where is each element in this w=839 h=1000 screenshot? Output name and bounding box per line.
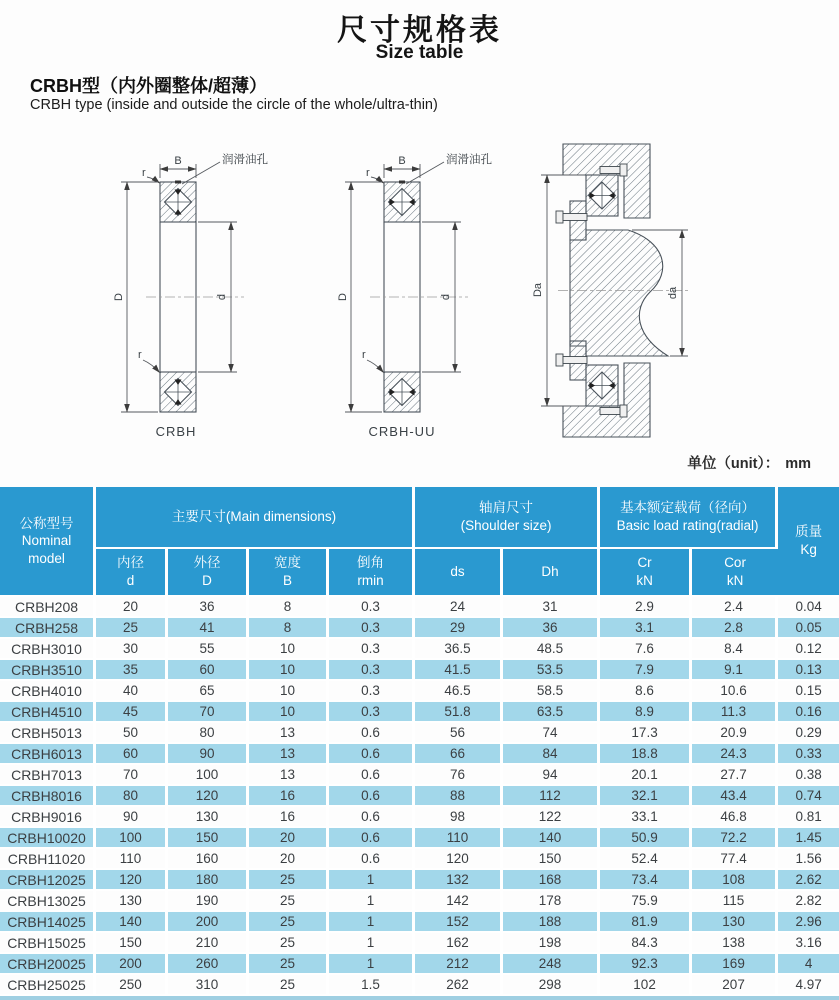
value-cell: 10 xyxy=(249,702,329,723)
value-cell: 63.5 xyxy=(503,702,600,723)
value-cell: 65 xyxy=(168,681,249,702)
col-header-mass: 质量 Kg xyxy=(778,487,839,597)
model-cell: CRBH5013 xyxy=(0,723,96,744)
value-cell: 8 xyxy=(249,597,329,618)
value-cell: 55 xyxy=(168,639,249,660)
dim-label-r-top: r xyxy=(142,167,146,179)
value-cell: 142 xyxy=(415,891,503,912)
value-cell: 0.3 xyxy=(329,639,415,660)
value-cell: 32.1 xyxy=(600,786,692,807)
value-cell: 70 xyxy=(168,702,249,723)
model-cell: CRBH20025 xyxy=(0,954,96,975)
value-cell: 56 xyxy=(415,723,503,744)
value-cell: 198 xyxy=(503,933,600,954)
value-cell: 130 xyxy=(96,891,168,912)
value-cell: 150 xyxy=(96,933,168,954)
value-cell: 100 xyxy=(168,765,249,786)
dim-label-da: da xyxy=(667,286,679,300)
value-cell: 8 xyxy=(249,618,329,639)
size-table-container xyxy=(0,487,839,996)
value-cell: 30 xyxy=(96,639,168,660)
oil-hole-label: 润滑油孔 xyxy=(446,154,492,166)
value-cell: 1 xyxy=(329,891,415,912)
size-table xyxy=(0,487,839,996)
table-row xyxy=(0,597,839,618)
value-cell: 0.12 xyxy=(778,639,839,660)
value-cell: 50.9 xyxy=(600,828,692,849)
value-cell: 73.4 xyxy=(600,870,692,891)
value-cell: 120 xyxy=(168,786,249,807)
value-cell: 7.6 xyxy=(600,639,692,660)
value-cell: 50 xyxy=(96,723,168,744)
section-heading-en: CRBH type (inside and outside the circle of the whole/ultra-thin) xyxy=(30,97,438,113)
dim-label-D: D xyxy=(113,293,125,301)
value-cell: 260 xyxy=(168,954,249,975)
value-cell: 102 xyxy=(600,975,692,996)
value-cell: 0.3 xyxy=(329,702,415,723)
model-cell: CRBH12025 xyxy=(0,870,96,891)
page-title-en: Size table xyxy=(375,42,464,63)
value-cell: 41 xyxy=(168,618,249,639)
value-cell: 2.82 xyxy=(778,891,839,912)
value-cell: 43.4 xyxy=(692,786,778,807)
model-cell: CRBH3510 xyxy=(0,660,96,681)
value-cell: 8.9 xyxy=(600,702,692,723)
model-cell: CRBH208 xyxy=(0,597,96,618)
col-header-cr: Cr kN xyxy=(600,549,692,597)
value-cell: 75.9 xyxy=(600,891,692,912)
value-cell: 0.6 xyxy=(329,828,415,849)
value-cell: 25 xyxy=(249,933,329,954)
value-cell: 0.29 xyxy=(778,723,839,744)
value-cell: 2.9 xyxy=(600,597,692,618)
dim-label-r-bottom: r xyxy=(362,349,366,361)
value-cell: 0.15 xyxy=(778,681,839,702)
value-cell: 94 xyxy=(503,765,600,786)
value-cell: 40 xyxy=(96,681,168,702)
value-cell: 150 xyxy=(168,828,249,849)
value-cell: 72.2 xyxy=(692,828,778,849)
value-cell: 120 xyxy=(96,870,168,891)
table-row xyxy=(0,765,839,786)
value-cell: 150 xyxy=(503,849,600,870)
value-cell: 60 xyxy=(96,744,168,765)
value-cell: 70 xyxy=(96,765,168,786)
value-cell: 51.8 xyxy=(415,702,503,723)
value-cell: 168 xyxy=(503,870,600,891)
value-cell: 1 xyxy=(329,912,415,933)
value-cell: 0.6 xyxy=(329,723,415,744)
table-row xyxy=(0,681,839,702)
value-cell: 13 xyxy=(249,744,329,765)
value-cell: 100 xyxy=(96,828,168,849)
value-cell: 16 xyxy=(249,807,329,828)
diagram-caption-crbh-uu: CRBH-UU xyxy=(368,424,436,439)
value-cell: 0.04 xyxy=(778,597,839,618)
value-cell: 10.6 xyxy=(692,681,778,702)
value-cell: 140 xyxy=(503,828,600,849)
value-cell: 0.05 xyxy=(778,618,839,639)
dim-label-B: B xyxy=(398,155,406,167)
value-cell: 160 xyxy=(168,849,249,870)
value-cell: 46.5 xyxy=(415,681,503,702)
crbh-section-drawing xyxy=(108,145,333,445)
value-cell: 66 xyxy=(415,744,503,765)
value-cell: 36 xyxy=(168,597,249,618)
value-cell: 29 xyxy=(415,618,503,639)
value-cell: 18.8 xyxy=(600,744,692,765)
table-row xyxy=(0,870,839,891)
value-cell: 77.4 xyxy=(692,849,778,870)
value-cell: 8.6 xyxy=(600,681,692,702)
value-cell: 2.8 xyxy=(692,618,778,639)
value-cell: 1.45 xyxy=(778,828,839,849)
value-cell: 1.56 xyxy=(778,849,839,870)
value-cell: 110 xyxy=(96,849,168,870)
value-cell: 58.5 xyxy=(503,681,600,702)
value-cell: 152 xyxy=(415,912,503,933)
table-row xyxy=(0,807,839,828)
group-header-shoulder-size: 轴肩尺寸 (Shoulder size) xyxy=(415,487,600,549)
value-cell: 130 xyxy=(168,807,249,828)
dim-label-d: d xyxy=(440,293,452,301)
col-header-ds: ds xyxy=(415,549,503,597)
value-cell: 20.1 xyxy=(600,765,692,786)
mounted-assembly-drawing xyxy=(528,138,798,443)
value-cell: 53.5 xyxy=(503,660,600,681)
table-row xyxy=(0,828,839,849)
value-cell: 24 xyxy=(415,597,503,618)
value-cell: 81.9 xyxy=(600,912,692,933)
value-cell: 200 xyxy=(96,954,168,975)
value-cell: 10 xyxy=(249,639,329,660)
value-cell: 98 xyxy=(415,807,503,828)
dim-label-D: D xyxy=(337,293,349,301)
value-cell: 36 xyxy=(503,618,600,639)
model-cell: CRBH8016 xyxy=(0,786,96,807)
value-cell: 2.62 xyxy=(778,870,839,891)
model-cell: CRBH15025 xyxy=(0,933,96,954)
value-cell: 0.13 xyxy=(778,660,839,681)
table-row xyxy=(0,639,839,660)
value-cell: 262 xyxy=(415,975,503,996)
value-cell: 25 xyxy=(249,891,329,912)
value-cell: 0.74 xyxy=(778,786,839,807)
value-cell: 92.3 xyxy=(600,954,692,975)
col-header-outer-diameter: 外径 D xyxy=(168,549,249,597)
value-cell: 169 xyxy=(692,954,778,975)
value-cell: 0.6 xyxy=(329,849,415,870)
value-cell: 130 xyxy=(692,912,778,933)
value-cell: 250 xyxy=(96,975,168,996)
model-cell: CRBH4510 xyxy=(0,702,96,723)
value-cell: 178 xyxy=(503,891,600,912)
model-cell: CRBH258 xyxy=(0,618,96,639)
model-cell: CRBH11020 xyxy=(0,849,96,870)
section-heading-zh: CRBH型（内外圈整体/超薄） xyxy=(30,76,267,96)
value-cell: 1.5 xyxy=(329,975,415,996)
col-header-Dh: Dh xyxy=(503,549,600,597)
col-header-width: 宽度 B xyxy=(249,549,329,597)
diagram-caption-crbh: CRBH xyxy=(155,424,197,439)
value-cell: 35 xyxy=(96,660,168,681)
value-cell: 180 xyxy=(168,870,249,891)
value-cell: 190 xyxy=(168,891,249,912)
value-cell: 33.1 xyxy=(600,807,692,828)
value-cell: 210 xyxy=(168,933,249,954)
size-table-body xyxy=(0,597,839,996)
shaft-section xyxy=(570,230,668,356)
table-row xyxy=(0,933,839,954)
value-cell: 20.9 xyxy=(692,723,778,744)
value-cell: 10 xyxy=(249,681,329,702)
value-cell: 80 xyxy=(168,723,249,744)
oil-hole-label: 润滑油孔 xyxy=(222,154,268,166)
value-cell: 3.1 xyxy=(600,618,692,639)
value-cell: 122 xyxy=(503,807,600,828)
value-cell: 0.6 xyxy=(329,765,415,786)
value-cell: 140 xyxy=(96,912,168,933)
value-cell: 0.3 xyxy=(329,618,415,639)
value-cell: 0.33 xyxy=(778,744,839,765)
value-cell: 76 xyxy=(415,765,503,786)
value-cell: 0.3 xyxy=(329,660,415,681)
value-cell: 120 xyxy=(415,849,503,870)
value-cell: 17.3 xyxy=(600,723,692,744)
value-cell: 20 xyxy=(249,849,329,870)
page-title-zh: 尺寸规格表 xyxy=(337,14,502,47)
dim-label-r-top: r xyxy=(366,167,370,179)
crbh-uu-section-drawing xyxy=(332,145,557,445)
table-row xyxy=(0,954,839,975)
value-cell: 46.8 xyxy=(692,807,778,828)
value-cell: 25 xyxy=(249,870,329,891)
value-cell: 13 xyxy=(249,723,329,744)
model-cell: CRBH7013 xyxy=(0,765,96,786)
col-header-chamfer: 倒角 rmin xyxy=(329,549,415,597)
value-cell: 0.38 xyxy=(778,765,839,786)
bearing-top xyxy=(586,175,618,216)
value-cell: 45 xyxy=(96,702,168,723)
value-cell: 1 xyxy=(329,954,415,975)
value-cell: 25 xyxy=(96,618,168,639)
value-cell: 0.81 xyxy=(778,807,839,828)
dim-label-d: d xyxy=(216,293,228,301)
col-header-nominal-model: 公称型号 Nominal model xyxy=(0,487,96,597)
value-cell: 25 xyxy=(249,912,329,933)
value-cell: 188 xyxy=(503,912,600,933)
value-cell: 0.6 xyxy=(329,744,415,765)
model-cell: CRBH3010 xyxy=(0,639,96,660)
col-header-inner-diameter: 内径 d xyxy=(96,549,168,597)
value-cell: 4 xyxy=(778,954,839,975)
value-cell: 212 xyxy=(415,954,503,975)
value-cell: 138 xyxy=(692,933,778,954)
value-cell: 41.5 xyxy=(415,660,503,681)
value-cell: 60 xyxy=(168,660,249,681)
table-row xyxy=(0,786,839,807)
value-cell: 310 xyxy=(168,975,249,996)
value-cell: 9.1 xyxy=(692,660,778,681)
value-cell: 1 xyxy=(329,870,415,891)
value-cell: 84 xyxy=(503,744,600,765)
table-row xyxy=(0,912,839,933)
value-cell: 2.4 xyxy=(692,597,778,618)
value-cell: 200 xyxy=(168,912,249,933)
value-cell: 90 xyxy=(96,807,168,828)
value-cell: 0.6 xyxy=(329,786,415,807)
value-cell: 10 xyxy=(249,660,329,681)
table-row xyxy=(0,744,839,765)
value-cell: 52.4 xyxy=(600,849,692,870)
value-cell: 4.97 xyxy=(778,975,839,996)
dim-label-r-bottom: r xyxy=(138,349,142,361)
dim-label-B: B xyxy=(174,155,182,167)
table-row xyxy=(0,975,839,996)
table-row xyxy=(0,891,839,912)
value-cell: 20 xyxy=(249,828,329,849)
value-cell: 74 xyxy=(503,723,600,744)
value-cell: 298 xyxy=(503,975,600,996)
value-cell: 88 xyxy=(415,786,503,807)
model-cell: CRBH14025 xyxy=(0,912,96,933)
value-cell: 1 xyxy=(329,933,415,954)
table-row xyxy=(0,723,839,744)
model-cell: CRBH4010 xyxy=(0,681,96,702)
unit-note-label: 单位（unit）： xyxy=(687,456,780,472)
value-cell: 13 xyxy=(249,765,329,786)
value-cell: 84.3 xyxy=(600,933,692,954)
value-cell: 7.9 xyxy=(600,660,692,681)
unit-note-value: mm xyxy=(785,456,811,472)
value-cell: 132 xyxy=(415,870,503,891)
value-cell: 48.5 xyxy=(503,639,600,660)
value-cell: 248 xyxy=(503,954,600,975)
value-cell: 2.96 xyxy=(778,912,839,933)
value-cell: 207 xyxy=(692,975,778,996)
value-cell: 0.6 xyxy=(329,807,415,828)
model-cell: CRBH9016 xyxy=(0,807,96,828)
col-header-cor: Cor kN xyxy=(692,549,778,597)
value-cell: 115 xyxy=(692,891,778,912)
value-cell: 162 xyxy=(415,933,503,954)
value-cell: 24.3 xyxy=(692,744,778,765)
group-header-main-dimensions: 主要尺寸(Main dimensions) xyxy=(96,487,415,549)
value-cell: 20 xyxy=(96,597,168,618)
value-cell: 108 xyxy=(692,870,778,891)
unit-note xyxy=(687,452,811,473)
value-cell: 80 xyxy=(96,786,168,807)
value-cell: 31 xyxy=(503,597,600,618)
value-cell: 36.5 xyxy=(415,639,503,660)
value-cell: 27.7 xyxy=(692,765,778,786)
table-row xyxy=(0,618,839,639)
size-table-header xyxy=(0,487,839,597)
dim-label-Da: Da xyxy=(532,282,544,298)
value-cell: 25 xyxy=(249,954,329,975)
model-cell: CRBH6013 xyxy=(0,744,96,765)
value-cell: 110 xyxy=(415,828,503,849)
value-cell: 25 xyxy=(249,975,329,996)
value-cell: 0.3 xyxy=(329,597,415,618)
value-cell: 0.3 xyxy=(329,681,415,702)
value-cell: 16 xyxy=(249,786,329,807)
group-header-basic-load-rating: 基本额定载荷（径向） Basic load rating(radial) xyxy=(600,487,778,549)
value-cell: 8.4 xyxy=(692,639,778,660)
model-cell: CRBH25025 xyxy=(0,975,96,996)
table-row xyxy=(0,660,839,681)
bearing-bottom xyxy=(586,365,618,406)
value-cell: 3.16 xyxy=(778,933,839,954)
value-cell: 90 xyxy=(168,744,249,765)
value-cell: 112 xyxy=(503,786,600,807)
table-row xyxy=(0,849,839,870)
value-cell: 0.16 xyxy=(778,702,839,723)
model-cell: CRBH13025 xyxy=(0,891,96,912)
value-cell: 11.3 xyxy=(692,702,778,723)
model-cell: CRBH10020 xyxy=(0,828,96,849)
table-row xyxy=(0,702,839,723)
